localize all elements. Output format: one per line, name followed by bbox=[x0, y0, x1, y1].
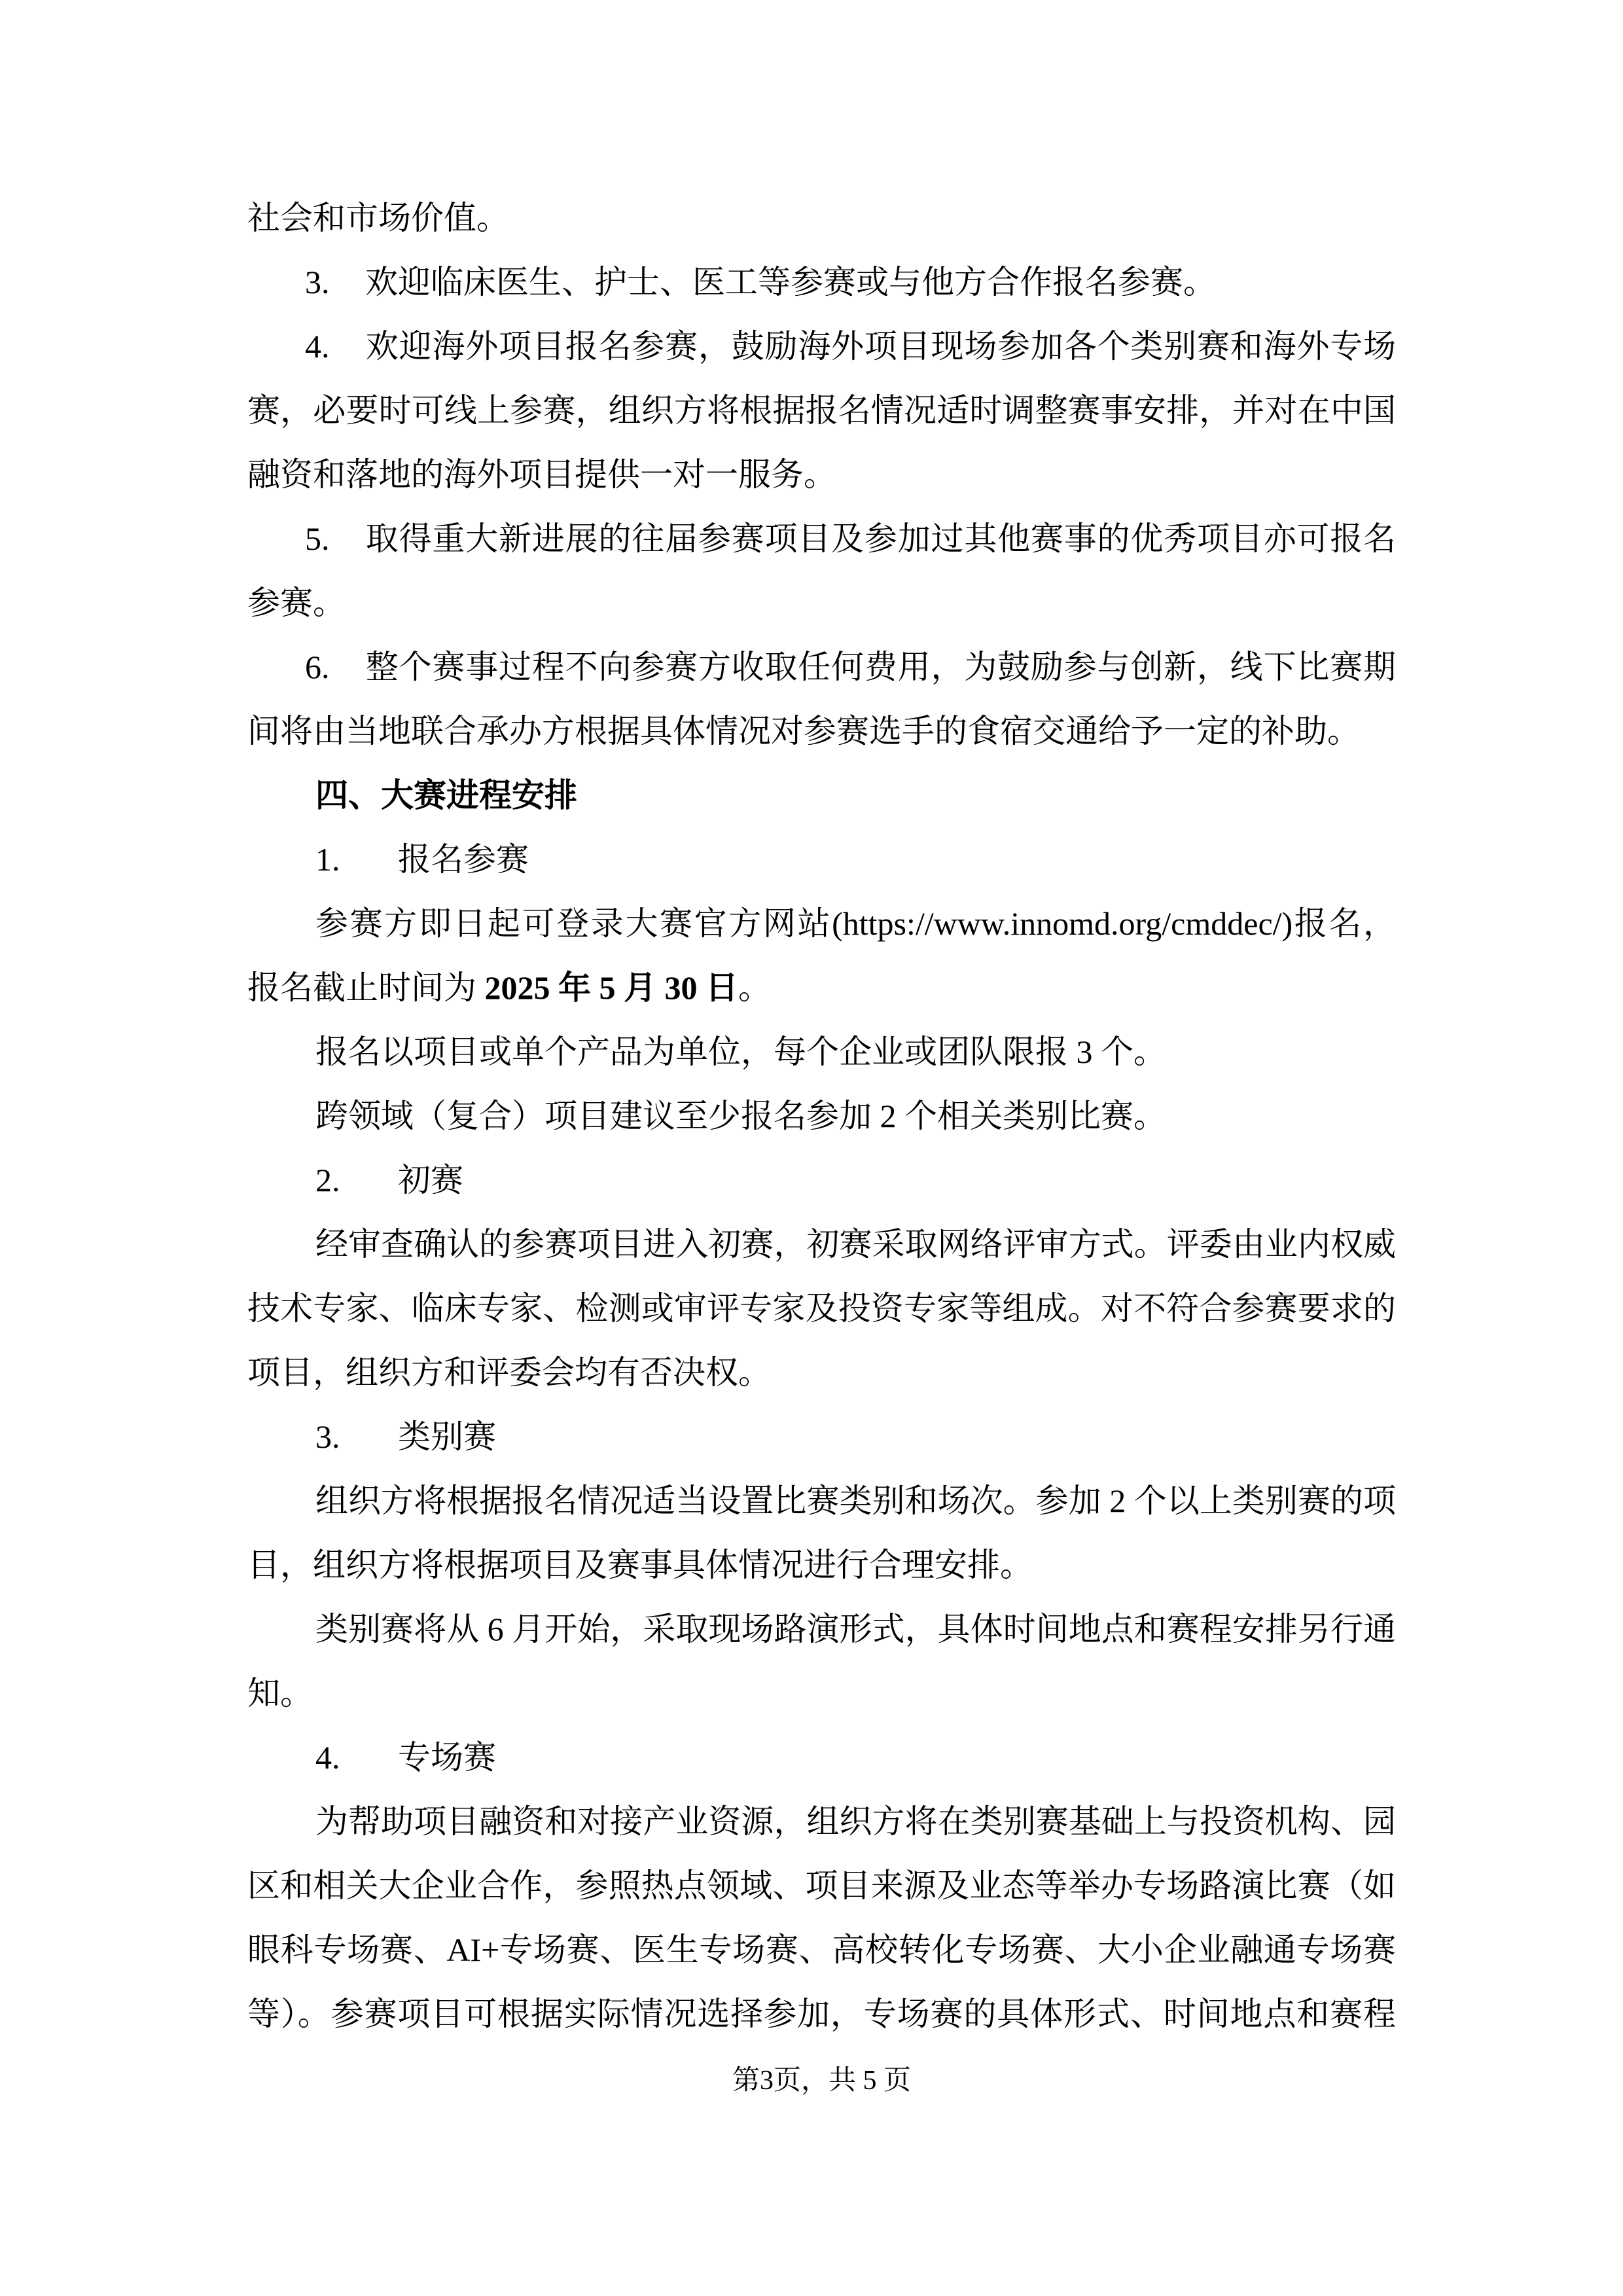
text-segment: 眼科专场赛、AI+专场赛、医生专场赛、高校转化专场赛、大小企业融通专场赛 bbox=[247, 1931, 1396, 1968]
text-line bbox=[247, 1725, 1396, 1789]
text-line bbox=[247, 571, 1396, 635]
text-line bbox=[247, 186, 1396, 250]
text-line bbox=[247, 1661, 1396, 1725]
text-segment: )报名， bbox=[1281, 905, 1396, 942]
text-segment: 赛，必要时可线上参赛，组织方将根据报名情况适时调整赛事安排，并对在中国 bbox=[247, 392, 1396, 429]
text-segment: 参赛方即日起可登录大赛官方网站( bbox=[315, 905, 843, 942]
text-line bbox=[247, 378, 1396, 442]
text-segment: 报名以项目或单个产品为单位，每个企业或团队限报 3 个。 bbox=[315, 1033, 1166, 1070]
text-segment: 参赛。 bbox=[247, 584, 346, 621]
text-line bbox=[247, 1854, 1396, 1918]
text-segment: 技术专家、临床专家、检测或审评专家及投资专家等组成。对不符合参赛要求的 bbox=[247, 1290, 1396, 1327]
text-segment: 目，组织方将根据项目及赛事具体情况进行合理安排。 bbox=[247, 1547, 1033, 1583]
list-number: 4. bbox=[315, 1739, 340, 1776]
text-line bbox=[247, 442, 1396, 507]
text-segment: 间将由当地联合承办方根据具体情况对参赛选手的食宿交通给予一定的补助。 bbox=[247, 713, 1360, 749]
page-footer bbox=[247, 2060, 1396, 2101]
text-line bbox=[247, 507, 1396, 571]
text-segment: 2025 年 5 月 30 日 bbox=[484, 969, 738, 1006]
text-segment: 区和相关大企业合作，参照热点领域、项目来源及业态等举办专场路演比赛（如 bbox=[247, 1867, 1396, 1904]
list-number: 1. bbox=[315, 841, 340, 878]
text-segment: 报名参赛 bbox=[398, 841, 529, 878]
text-line bbox=[247, 1469, 1396, 1533]
list-number: 2. bbox=[315, 1162, 340, 1198]
text-line bbox=[247, 635, 1396, 699]
text-segment: 四、大赛进程安排 bbox=[315, 777, 577, 814]
text-segment: 初赛 bbox=[398, 1162, 463, 1198]
text-line bbox=[247, 891, 1396, 956]
list-number: 3. bbox=[305, 264, 330, 300]
text-line bbox=[247, 1597, 1396, 1661]
text-line bbox=[247, 1789, 1396, 1854]
text-segment: 。 bbox=[738, 969, 771, 1006]
text-segment: 类别赛将从 6 月开始，采取现场路演形式，具体时间地点和赛程安排另行通 bbox=[315, 1611, 1396, 1647]
text-line bbox=[247, 827, 1396, 891]
text-line bbox=[247, 1918, 1396, 1982]
text-segment: 类别赛 bbox=[398, 1418, 496, 1455]
text-segment: 专场赛 bbox=[398, 1739, 496, 1776]
text-line bbox=[247, 314, 1396, 378]
page-number-text: 第3页，共 5 页 bbox=[732, 2066, 911, 2096]
text-segment: 知。 bbox=[247, 1675, 313, 1712]
list-number: 5. bbox=[305, 520, 330, 557]
text-line bbox=[247, 1148, 1396, 1212]
text-line bbox=[247, 1405, 1396, 1469]
text-line bbox=[247, 1533, 1396, 1597]
text-line bbox=[247, 763, 1396, 827]
list-number: 3. bbox=[315, 1418, 340, 1455]
text-segment: 组织方将根据报名情况适当设置比赛类别和场次。参加 2 个以上类别赛的项 bbox=[315, 1482, 1396, 1519]
list-number: 4. bbox=[305, 328, 330, 365]
text-line bbox=[247, 1212, 1396, 1276]
text-segment: 报名截止时间为 bbox=[247, 969, 485, 1006]
text-segment: 经审查确认的参赛项目进入初赛，初赛采取网络评审方式。评委由业内权威 bbox=[315, 1226, 1396, 1263]
text-segment: 欢迎海外项目报名参赛，鼓励海外项目现场参加各个类别赛和海外专场 bbox=[365, 328, 1396, 365]
text-line bbox=[247, 1276, 1396, 1340]
text-segment: 等）。参赛项目可根据实际情况选择参加，专场赛的具体形式、时间地点和赛程 bbox=[247, 1996, 1396, 2032]
text-line bbox=[247, 1982, 1396, 2046]
text-segment: 项目，组织方和评委会均有否决权。 bbox=[247, 1354, 771, 1391]
text-line bbox=[247, 1020, 1396, 1084]
text-segment: 欢迎临床医生、护士、医工等参赛或与他方合作报名参赛。 bbox=[365, 264, 1216, 300]
text-line bbox=[247, 956, 1396, 1020]
document-body bbox=[247, 186, 1396, 2046]
text-line bbox=[247, 1340, 1396, 1405]
text-segment: 跨领域（复合）项目建议至少报名参加 2 个相关类别比赛。 bbox=[315, 1098, 1166, 1134]
url-text: https://www.innomd.org/cmddec/ bbox=[842, 905, 1282, 942]
text-line bbox=[247, 250, 1396, 314]
list-number: 6. bbox=[305, 649, 330, 685]
text-segment: 整个赛事过程不向参赛方收取任何费用，为鼓励参与创新，线下比赛期 bbox=[365, 649, 1396, 685]
text-segment: 取得重大新进展的往届参赛项目及参加过其他赛事的优秀项目亦可报名 bbox=[365, 520, 1396, 557]
text-line bbox=[247, 699, 1396, 763]
text-segment: 社会和市场价值。 bbox=[247, 200, 509, 236]
text-line bbox=[247, 1084, 1396, 1148]
text-segment: 融资和落地的海外项目提供一对一服务。 bbox=[247, 456, 836, 493]
text-segment: 为帮助项目融资和对接产业资源，组织方将在类别赛基础上与投资机构、园 bbox=[315, 1803, 1396, 1840]
